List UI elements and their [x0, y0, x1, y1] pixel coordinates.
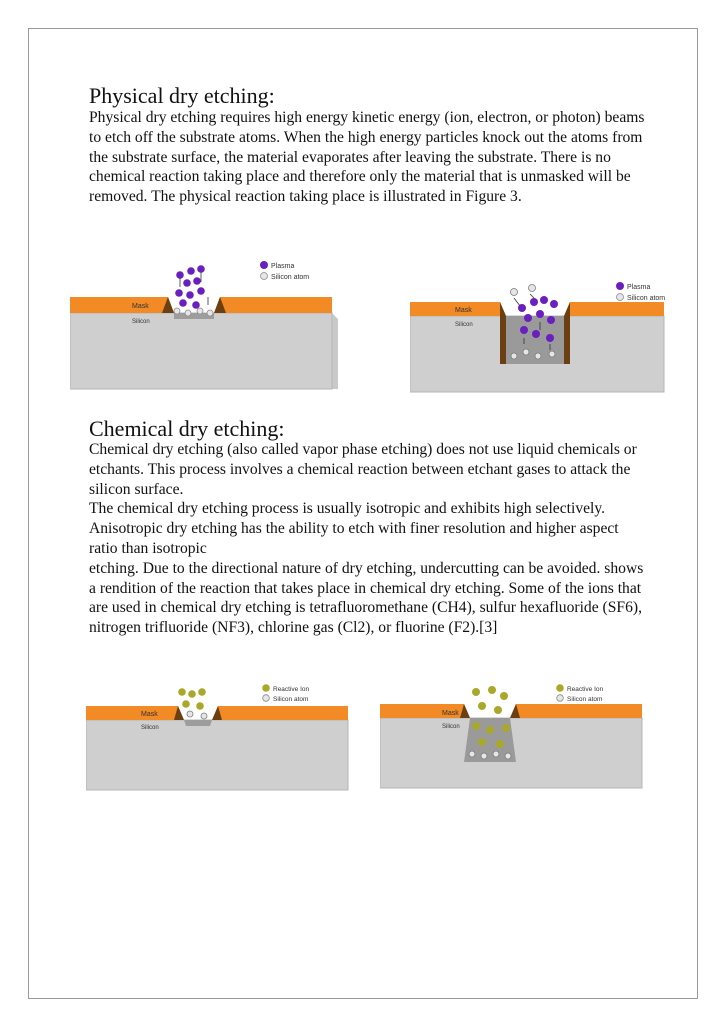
legend-atom: Silicon atom [273, 696, 309, 703]
figure-physical-deep [410, 278, 675, 395]
section-heading-chemical: Chemical dry etching: [89, 416, 285, 441]
legend-atom: Silicon atom [271, 274, 310, 281]
silicon-atom-legend-icon [557, 695, 564, 702]
mask-label: Mask [442, 710, 459, 717]
legend-particle: Reactive Ion [567, 686, 604, 693]
silicon-label: Silicon [442, 724, 460, 730]
etch-diagram [380, 682, 648, 790]
plasma-legend-icon [260, 261, 268, 269]
paragraph-text: Physical dry etching requires high energy kinetic energy (ion, electron, or photon) beams to etch off the substrate atoms. When the high energy particles knock out the atoms from the substrate surface, the material evaporates after leaving the substrate. There is no chemical reaction taking place and therefore only the material that is unmasked will be removed. The physical reaction taking place is illustrated in Figure 3. [89, 109, 645, 206]
reactive-ion-legend-icon [262, 684, 270, 692]
silicon-atom-legend-icon [261, 273, 268, 280]
figure-chemical-deep [380, 682, 648, 790]
etch-diagram [410, 278, 675, 395]
paragraph-chemical [89, 440, 649, 638]
paragraph-physical [89, 108, 649, 207]
mask-label: Mask [455, 307, 472, 314]
paragraph-text-3: etching. Due to the directional nature of dry etching, undercutting can be avoided. shows a rendition of the reaction that takes place in chemical dry etching. Some of the ions that are used in chemical dry etching is tetrafluoromethane (CH4), sulfur hexafluoride (SF6), nitrogen trifluoride (NF3), chlorine gas (Cl2), or fluorine (F2).[3] [89, 559, 644, 637]
silicon-label: Silicon [141, 725, 159, 731]
legend-atom: Silicon atom [567, 696, 603, 703]
silicon-label: Silicon [132, 319, 150, 325]
silicon-label: Silicon [455, 322, 473, 328]
paragraph-text-2: The chemical dry etching process is usually isotropic and exhibits high selectively. Anisotropic dry etching has the ability to etch with finer resolution and higher aspect ratio than isotropic [89, 500, 619, 557]
silicon-atom-legend-icon [617, 294, 624, 301]
reactive-ion-legend-icon [556, 684, 564, 692]
mask-label: Mask [132, 303, 149, 310]
etch-diagram [86, 682, 354, 792]
figure-chemical-shallow [86, 682, 354, 792]
silicon-atom-legend-icon [263, 695, 270, 702]
paragraph-text-1: Chemical dry etching (also called vapor phase etching) does not use liquid chemicals or etchants. This process involves a chemical reaction between etchant gases to attack the silicon surface. [89, 441, 637, 498]
legend-particle: Plasma [627, 284, 651, 291]
legend-atom: Silicon atom [627, 295, 666, 302]
section-heading-physical: Physical dry etching: [89, 83, 275, 108]
figure-physical-shallow [70, 253, 340, 391]
plasma-legend-icon [616, 282, 624, 290]
legend-particle: Plasma [271, 263, 295, 270]
legend-particle: Reactive Ion [273, 686, 310, 693]
mask-label: Mask [141, 711, 158, 718]
etch-diagram [70, 253, 340, 391]
